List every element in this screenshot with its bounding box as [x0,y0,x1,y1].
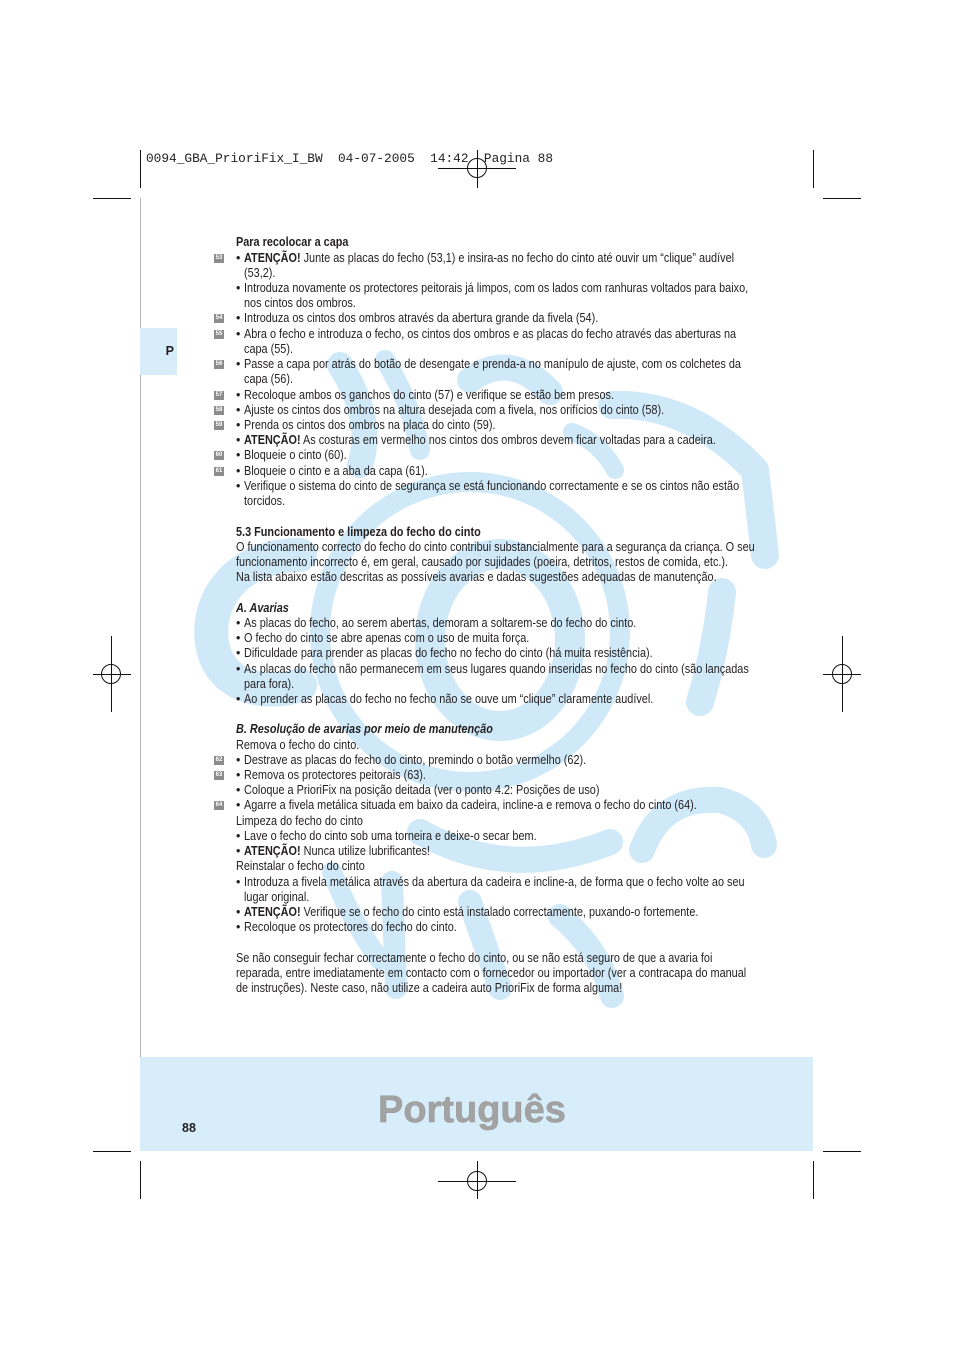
instruction-text [244,251,734,266]
print-slug: 0094_GBA_PrioriFix_I_BW 04-07-2005 14:42 Pagina 88 [146,151,554,166]
figure-ref-badge: • 60 [215,452,223,459]
instruction-item [236,920,796,935]
heading-text: 5.3 Funcionamento e limpeza do fecho do cinto [236,524,481,539]
instruction-line: (53,2). [244,265,276,280]
fault-item [236,646,796,661]
paragraph-text: Na lista abaixo estão descritas as possíveis avarias e dadas sugestões adequadas de manutenção. [236,570,717,585]
instruction-text [244,905,698,920]
fault-line: para fora). [244,676,295,691]
instruction-continuation [236,342,796,357]
instruction-line: Nunca utilize lubrificantes! [303,844,430,859]
warning-label: ATENÇÃO! [244,844,301,859]
instruction-continuation [236,266,796,281]
instruction-line: Verifique se o fecho do cinto está instalado correctamente, puxando-o fortemente. [303,905,699,920]
figure-ref-badge: • 64 [215,802,223,809]
instruction-item [215,387,796,403]
instruction-item [236,783,796,798]
figure-ref-badge: • 54 [215,315,223,322]
page-edge-rule [140,198,141,1057]
instruction-line: Introduza os cintos dos ombros através da abertura grande da fivela (54). [244,311,599,326]
instruction-line: Prenda os cintos dos ombros na placa do cinto (59). [244,418,496,433]
instruction-item [215,752,796,768]
instruction-item [215,311,796,326]
subsection-heading [236,601,796,616]
step-label-text: Remova o fecho do cinto. [236,737,360,752]
instruction-line: Recoloque ambos os ganchos do cinto (57) e verifique se estão bem presos. [244,387,614,402]
section-heading [236,235,796,250]
instruction-line: Bloqueie o cinto e a aba da capa (61). [244,463,428,478]
instruction-item [236,905,796,920]
step-label [236,859,796,874]
heading-text: A. Avarias [236,600,289,615]
fault-continuation [236,677,796,692]
language-tab-label: P [165,344,174,358]
instruction-line: Recoloque os protectores do fecho do cinto. [244,920,457,935]
instruction-item [236,281,796,296]
figure-ref-badge: • 61 [215,467,223,474]
fault-item [236,631,796,646]
paragraph-text: O funcionamento correcto do fecho do cinto contribui substancialmente para a segurança da criança. O seu [236,539,755,554]
figure-ref-badge: • 63 [215,772,223,779]
instruction-line: Destrave as placas do fecho do cinto, premindo o botão vermelho (62). [244,752,587,767]
blank-line [236,707,796,722]
instruction-line: nos cintos dos ombros. [244,296,356,311]
paragraph-line [236,555,796,570]
blank-line [236,509,796,524]
fault-line: O fecho do cinto se abre apenas com o uso de muita força. [244,631,530,646]
fault-item [236,616,796,631]
instruction-line: Verifique o sistema do cinto de segurança se está funcionando correctamente e se os cintos não estão [244,478,740,493]
warning-label: ATENÇÃO! [244,250,301,265]
instruction-item [215,418,796,433]
instruction-item [215,326,796,342]
warning-label: ATENÇÃO! [244,433,301,448]
instruction-line: Bloqueie o cinto (60). [244,448,347,463]
blank-line [236,585,796,600]
blank-line [236,935,796,950]
instruction-item [215,798,796,813]
warning-label: ATENÇÃO! [244,905,301,920]
instruction-item [215,250,796,266]
instruction-item [215,768,796,783]
instruction-item [236,829,796,844]
instruction-item [236,479,796,494]
fault-line: Ao prender as placas do fecho no fecho não se ouve um “clique” claramente audível. [244,691,654,706]
paragraph-line [236,570,796,585]
instruction-continuation [236,296,796,311]
paragraph-line [236,951,796,966]
figure-ref-badge: • 57 [215,391,223,398]
figure-ref-badge: • 55 [215,330,223,337]
instruction-line: lugar original. [244,889,310,904]
instruction-item [215,448,796,463]
figure-ref-badge: • 62 [215,756,223,763]
language-tab [140,328,177,375]
page-number: 88 [182,1121,196,1135]
instruction-line: capa (56). [244,372,293,387]
instruction-item [236,875,796,890]
footer-band [140,1057,813,1151]
instruction-line: Coloque a PrioriFix na posição deitada (ver o ponto 4.2: Posições de uso) [244,783,600,798]
instruction-line: Introduza novamente os protectores peitorais já limpos, com os lados com ranhuras voltados para baixo, [244,281,749,296]
instruction-line: Ajuste os cintos dos ombros na altura desejada com a fivela, nos orifícios do cinto (58). [244,402,665,417]
instruction-line: Introduza a fivela metálica através da abertura da cadeira e incline-a, de forma que o fecho volte ao seu [244,874,745,889]
fault-item [236,662,796,677]
step-label [236,738,796,753]
footer-language-title: Português [378,1089,566,1131]
paragraph-text: reparada, entre imediatamente em contacto com o fornecedor ou importador (ver a contracapa do manual [236,965,747,980]
subsection-heading [236,722,796,737]
instruction-text [244,433,716,448]
fault-line: As placas do fecho, ao serem abertas, demoram a soltarem-se do fecho do cinto. [244,615,637,630]
fault-line: Dificuldade para prender as placas do fecho no fecho do cinto (há muita resistência). [244,646,653,661]
fault-line: As placas do fecho não permanecem em seus lugares quando inseridas no fecho do cinto (são lançadas [244,661,749,676]
instruction-text [244,844,430,859]
figure-ref-badge: • 58 [215,406,223,413]
instruction-line: Lave o fecho do cinto sob uma torneira e deixe-o secar bem. [244,828,537,843]
instruction-line: Remova os protectores peitorais (63). [244,768,426,783]
figure-ref-badge: • 59 [215,422,223,429]
paragraph-line [236,981,796,996]
instruction-line: Junte as placas do fecho (53,1) e insira-as no fecho do cinto até ouvir um “clique” audível [303,250,735,265]
section-heading [236,525,796,540]
instruction-continuation [236,494,796,509]
fault-item [236,692,796,707]
page-content [215,235,796,996]
figure-ref-badge: • 53 [215,254,223,261]
instruction-item [236,433,796,448]
paragraph-text: Se não conseguir fechar correctamente o fecho do cinto, ou se não está seguro de que a avaria foi [236,950,713,965]
instruction-item [215,463,796,479]
instruction-item [215,402,796,418]
instruction-item [236,844,796,859]
step-label [236,814,796,829]
figure-ref-badge: • 56 [215,361,223,368]
instruction-continuation [236,890,796,905]
step-label-text: Reinstalar o fecho do cinto [236,859,365,874]
instruction-line: Passe a capa por atrás do botão de desengate e prenda-a no manípulo de ajuste, com os colchetes da [244,357,741,372]
paragraph-line [236,540,796,555]
instruction-line: Agarre a fivela metálica situada em baixo da cadeira, incline-a e remova o fecho do cinto (64). [244,798,697,813]
instruction-line: torcidos. [244,494,286,509]
paragraph-line [236,966,796,981]
instruction-line: As costuras em vermelho nos cintos dos ombros devem ficar voltadas para a cadeira. [303,433,716,448]
heading-text: Para recolocar a capa [236,235,349,250]
paragraph-text: funcionamento incorrecto é, em geral, causado por sujidades (poeira, detritos, restos de comida, etc.). [236,554,729,569]
instruction-line: Abra o fecho e introduza o fecho, os cintos dos ombros e as placas do fecho através das aberturas na [244,326,737,341]
instruction-item [215,357,796,372]
instruction-line: capa (55). [244,341,293,356]
paragraph-text: de instruções). Neste caso, não utilize a cadeira auto PrioriFix de forma alguma! [236,981,623,996]
instruction-continuation [236,372,796,387]
heading-text: B. Resolução de avarias por meio de manutenção [236,722,493,737]
step-label-text: Limpeza do fecho do cinto [236,813,363,828]
